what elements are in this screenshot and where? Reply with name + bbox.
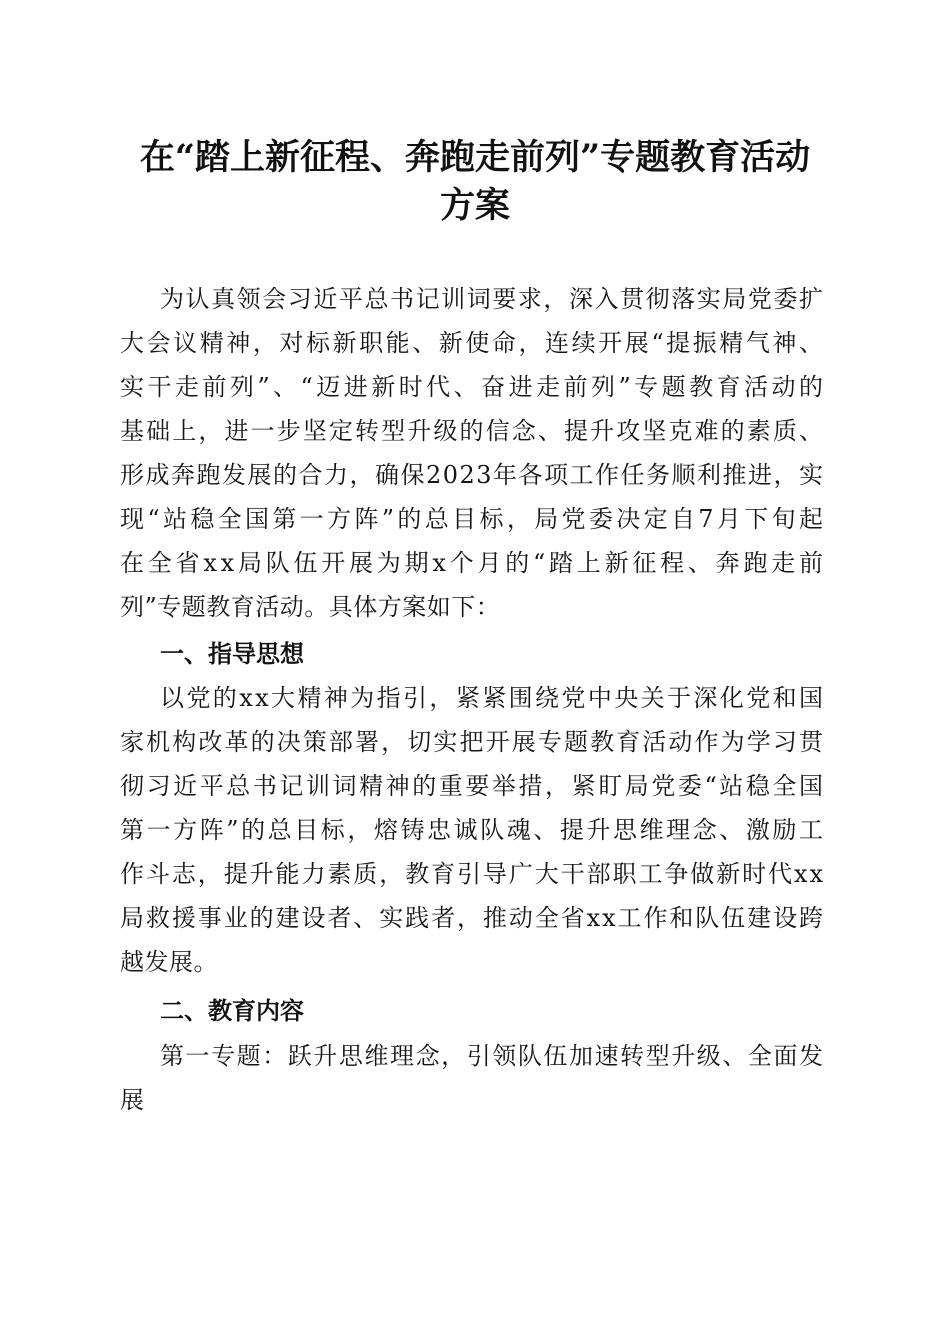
topic1-line: 展 <box>120 1086 145 1114</box>
intro-line: 实干走前列”、“迈进新时代、奋进走前列”专题教育活动的 <box>120 373 827 401</box>
section1-line: 第一方阵”的总目标，熔铸忠诚队魂、提升思维理念、激励工 <box>120 816 826 844</box>
section1-line: 彻习近平总书记训词精神的重要举措，紧盯局党委“站稳全国 <box>120 772 826 800</box>
intro-line: 为认真领会习近平总书记训词要求，深入贯彻落实局党委扩 <box>160 285 825 313</box>
intro-line: 列”专题教育活动。具体方案如下： <box>120 593 501 621</box>
document-title-line-2: 方案 <box>439 185 510 226</box>
intro-line: 现“站稳全国第一方阵”的总目标，局党委决定自7月下旬起 <box>120 505 827 533</box>
section1-line: 家机构改革的决策部署，切实把开展专题教育活动作为学习贯 <box>120 728 826 756</box>
section-heading-guiding-thought: 一、指导思想 <box>160 640 304 668</box>
section1-line: 局救援事业的建设者、实践者，推动全省xx工作和队伍建设跨 <box>120 904 825 932</box>
topic1-line: 第一专题：跃升思维理念，引领队伍加速转型升级、全面发 <box>160 1042 825 1070</box>
section1-line: 以党的xx大精神为指引，紧紧围绕党中央关于深化党和国 <box>160 684 826 712</box>
intro-line: 基础上，进一步坚定转型升级的信念、提升攻坚克难的素质、 <box>120 417 826 445</box>
intro-line: 形成奔跑发展的合力，确保2023年各项工作任务顺利推进，实 <box>120 461 825 489</box>
intro-line: 大会议精神，对标新职能、新使命，连续开展“提振精气神、 <box>120 329 826 357</box>
intro-line: 在全省xx局队伍开展为期x个月的“踏上新征程、奔跑走前 <box>120 549 827 577</box>
section-heading-education-content: 二、教育内容 <box>160 997 304 1025</box>
section1-line: 越发展。 <box>120 948 218 976</box>
document-title-line-1: 在“踏上新征程、奔跑走前列”专题教育活动 <box>139 137 811 178</box>
section1-line: 作斗志，提升能力素质，教育引导广大干部职工争做新时代xx <box>120 860 825 888</box>
